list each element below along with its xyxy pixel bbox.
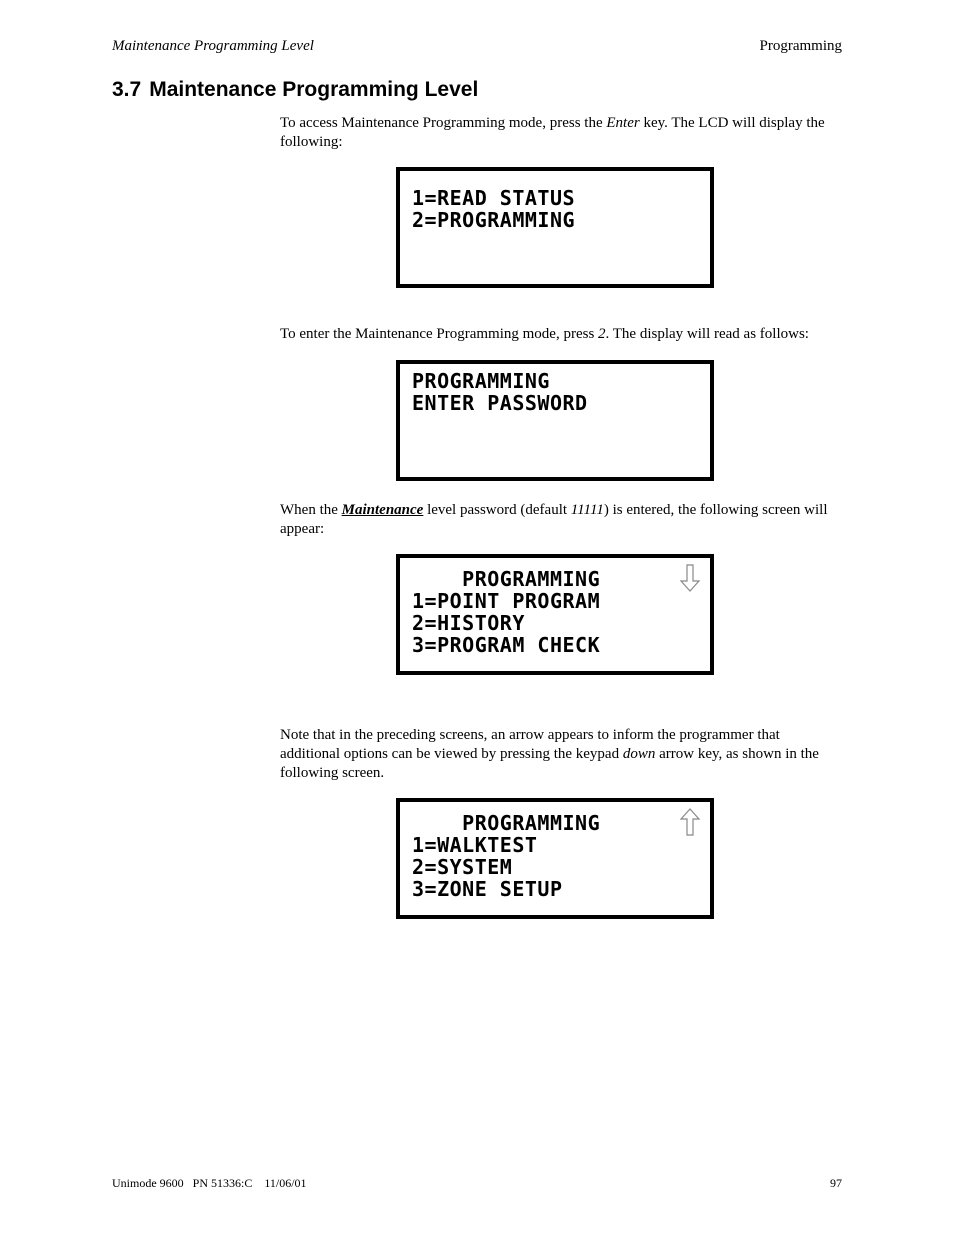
paragraph-enter-mode: To enter the Maintenance Programming mode, press 2. The display will read as follows: (280, 326, 809, 342)
default-password-text: 11111 (570, 502, 604, 518)
down-key-text: down (622, 746, 656, 762)
lcd-line: 2=HISTORY (412, 611, 525, 635)
section-title: Maintenance Programming Level (149, 78, 479, 101)
lcd-line: 3=PROGRAM CHECK (412, 633, 601, 657)
section-heading (112, 78, 478, 102)
key-2-text: 2 (598, 326, 606, 342)
lcd-line: ENTER PASSWORD (412, 391, 588, 415)
paragraph-arrow-note: Note that in the preceding screens, an arrow appears to inform the programmer that additional options can be viewed by pressing the keypad down arrow key, as shown in the following screen. (280, 727, 819, 781)
paragraph-access: To access Maintenance Programming mode, press the Enter key. The LCD will display the following: (280, 115, 825, 150)
lcd-display-main-menu (396, 167, 714, 288)
enter-key-text: Enter (606, 115, 640, 131)
lcd-line: 2=SYSTEM (412, 855, 513, 879)
lcd-display-programming-menu-2 (396, 798, 714, 919)
lcd-line: 3=ZONE SETUP (412, 877, 563, 901)
lcd-line: 2=PROGRAMMING (412, 208, 576, 232)
footer-document-info: Unimode 9600 PN 51336:C 11/06/01 (112, 1176, 307, 1190)
lcd-line: PROGRAMMING (412, 567, 601, 591)
running-header-left: Maintenance Programming Level (112, 38, 314, 54)
running-header-right: Programming (759, 38, 842, 54)
lcd-line: PROGRAMMING (412, 811, 601, 835)
lcd-line: PROGRAMMING (412, 369, 550, 393)
lcd-line: 1=READ STATUS (412, 186, 576, 210)
lcd-line: 1=POINT PROGRAM (412, 589, 601, 613)
lcd-line: 1=WALKTEST (412, 833, 538, 857)
down-arrow-icon (678, 564, 702, 592)
section-number: 3.7 (112, 78, 142, 101)
footer-page-number: 97 (830, 1176, 842, 1190)
maintenance-level-text: Maintenance (341, 502, 424, 518)
lcd-display-password (396, 360, 714, 481)
up-arrow-icon (678, 808, 702, 836)
lcd-display-programming-menu-1 (396, 554, 714, 675)
paragraph-password: When the Maintenance level password (default 11111) is entered, the following screen will appear: (280, 502, 828, 537)
